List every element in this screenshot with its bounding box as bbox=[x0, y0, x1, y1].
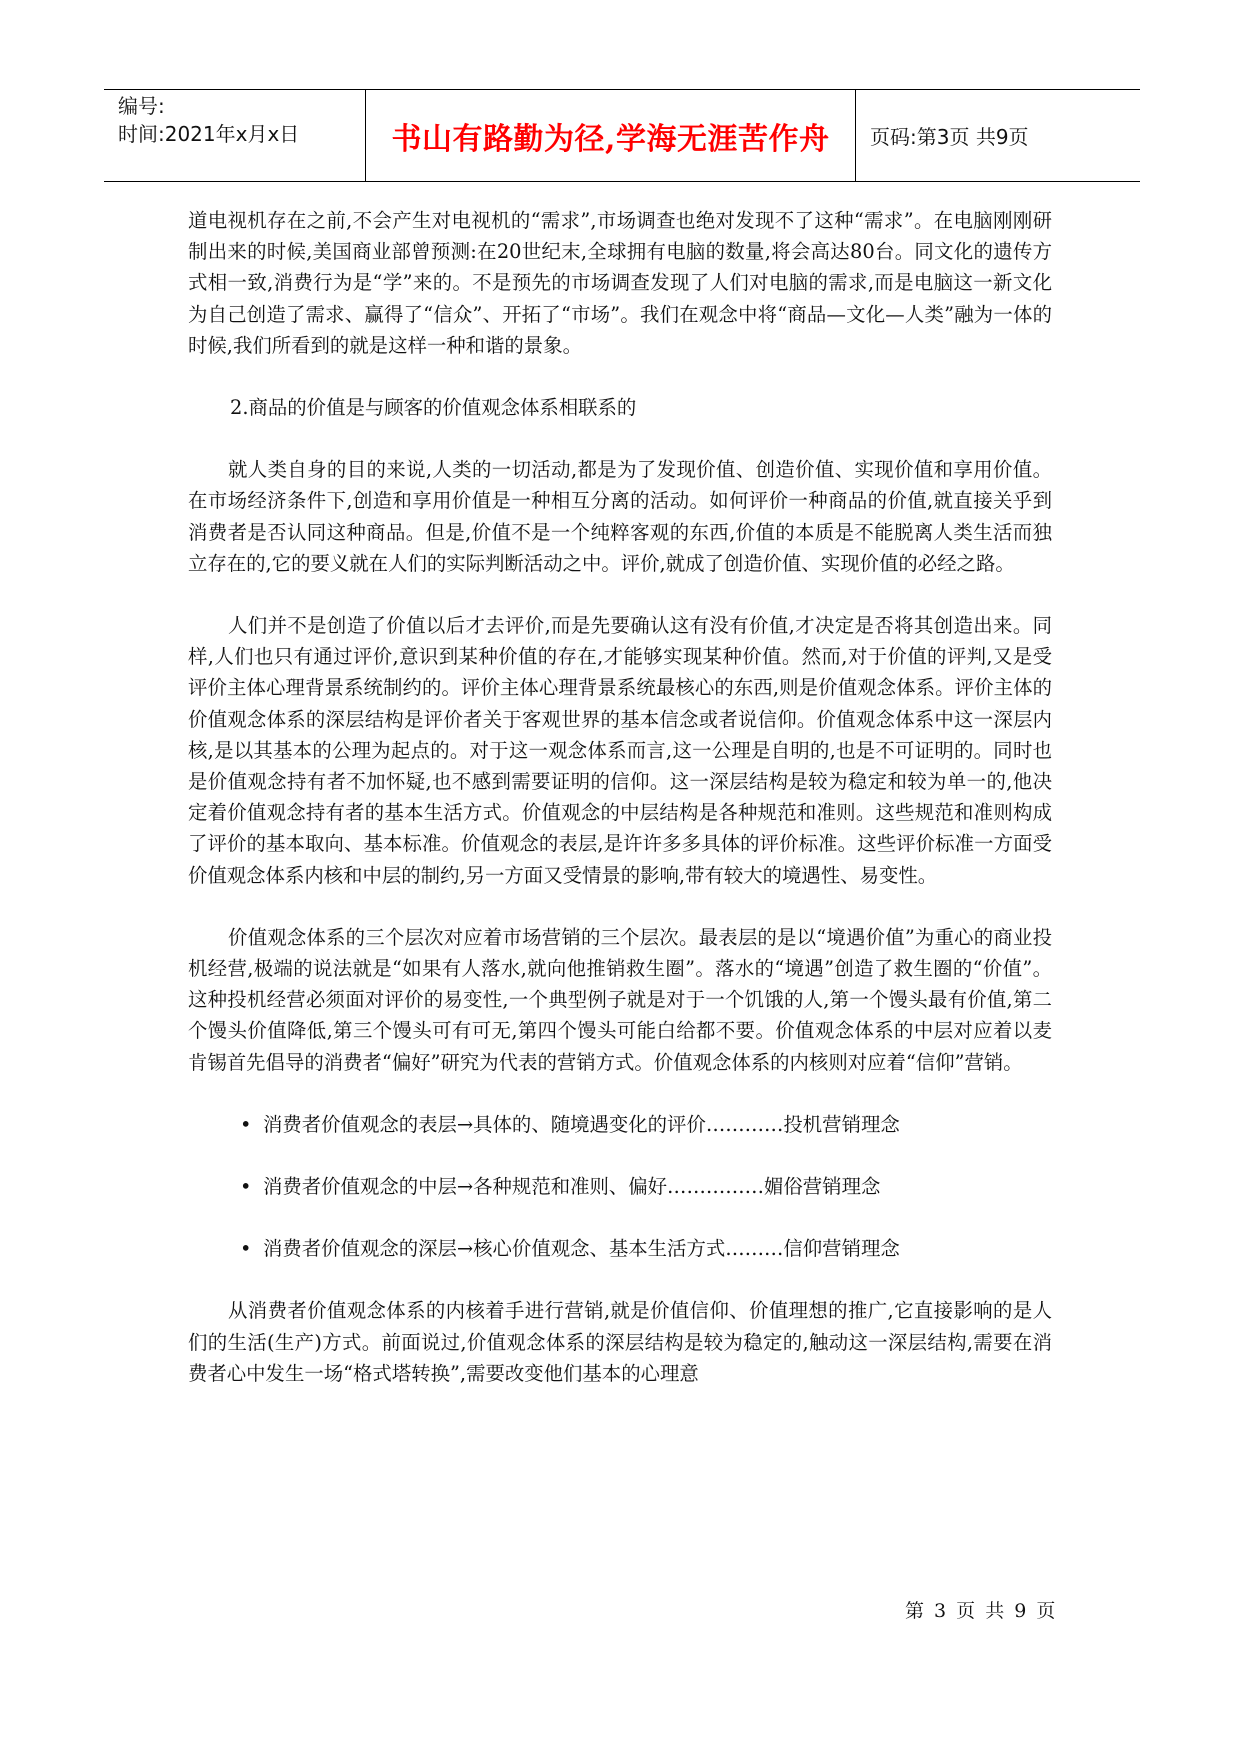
paragraph: 人们并不是创造了价值以后才去评价,而是先要确认这有没有价值,才决定是否将其创造出来。同样,人们也只有通过评价,意识到某种价值的存在,才能够实现某种价值。然而,对于价值的评判,又是受评价主体心理背景系统制约的。评价主体心理背景系统最核心的东西,则是价值观念体系。评价主体的价值观念体系的深层结构是评价者关于客观世界的基本信念或者说信仰。价值观念体系中这一深层内核,是以其基本的公理为起点的。对于这一观念体系而言,这一公理是自明的,也是不可证明的。同时也是价值观念持有者不加怀疑,也不感到需要证明的信仰。这一深层结构是较为稳定和较为单一的,他决定着价值观念持有者的基本生活方式。价值观念的中层结构是各种规范和准则。这些规范和准则构成了评价的基本取向、基本标准。价值观念的表层,是许许多多具体的评价标准。这些评价标准一方面受价值观念体系内核和中层的制约,另一方面又受情景的影响,带有较大的境遇性、易变性。 bbox=[188, 614, 1052, 887]
paragraph: 从消费者价值观念体系的内核着手进行营销,就是价值信仰、价值理想的推广,它直接影响的是人们的生活(生产)方式。前面说过,价值观念体系的深层结构是较为稳定的,触动这一深层结构,需要在消费者心中发生一场“格式塔转换”,需要改变他们基本的心理意 bbox=[188, 1299, 1052, 1385]
document-body bbox=[188, 205, 1052, 1389]
paragraph-continued: 道电视机存在之前,不会产生对电视机的“需求”,市场调查也绝对发现不了这种“需求”。在电脑刚刚研制出来的时候,美国商业部曾预测:在20世纪末,全球拥有电脑的数量,将会高达80台。同文化的遗传方式相一致,消费行为是“学”来的。不是预先的市场调查发现了人们对电脑的需求,而是电脑这一新文化为自己创造了需求、赢得了“信众”、开拓了“市场”。我们在观念中将“商品—文化—人类”融为一体的时候,我们所看到的就是这样一种和谐的景象。 bbox=[188, 209, 1052, 357]
paragraph: 就人类自身的目的来说,人类的一切活动,都是为了发现价值、创造价值、实现价值和享用价值。在市场经济条件下,创造和享用价值是一种相互分离的活动。如何评价一种商品的价值,就直接关乎到消费者是否认同这种商品。但是,价值不是一个纯粹客观的东西,价值的本质是不能脱离人类生活而独立存在的,它的要义就在人们的实际判断活动之中。评价,就成了创造价值、实现价值的必经之路。 bbox=[188, 458, 1052, 575]
bullet-icon: • bbox=[240, 1237, 252, 1261]
page-header bbox=[104, 89, 1140, 182]
list-item bbox=[188, 1109, 1052, 1140]
section-heading: 2.商品的价值是与顾客的价值观念体系相联系的 bbox=[230, 396, 637, 420]
paragraph: 价值观念体系的三个层次对应着市场营销的三个层次。最表层的是以“境遇价值”为重心的商业投机经营,极端的说法就是“如果有人落水,就向他推销救生圈”。落水的“境遇”创造了救生圈的“价值”。这种投机经营必须面对评价的易变性,一个典型例子就是对于一个饥饿的人,第一个馒头最有价值,第二个馒头价值降低,第三个馒头可有可无,第四个馒头可能白给都不要。价值观念体系的中层对应着以麦肯锡首先倡导的消费者“偏好”研究为代表的营销方式。价值观念体系的内核则对应着“信仰”营销。 bbox=[188, 925, 1052, 1074]
page-footer: 第 3 页 共 9 页 bbox=[905, 1600, 1058, 1622]
bullet-icon: • bbox=[240, 1112, 252, 1136]
serial-number-label: 编号: bbox=[118, 94, 165, 118]
header-motto: 书山有路勤为径,学海无涯苦作舟 bbox=[366, 90, 856, 181]
list-item bbox=[188, 1233, 1052, 1264]
date-label: 时间:2021年x月x日 bbox=[118, 122, 300, 146]
list-item bbox=[188, 1171, 1052, 1202]
header-page-number: 页码:第3页 共9页 bbox=[870, 125, 1029, 149]
bullet-icon: • bbox=[240, 1175, 252, 1199]
list-item-text: 消费者价值观念的表层→具体的、随境遇变化的评价…………投机营销理念 bbox=[263, 1112, 900, 1136]
header-meta bbox=[104, 90, 366, 181]
list-item-text: 消费者价值观念的中层→各种规范和准则、偏好……………媚俗营销理念 bbox=[263, 1175, 881, 1199]
list-item-text: 消费者价值观念的深层→核心价值观念、基本生活方式………信仰营销理念 bbox=[263, 1237, 900, 1261]
